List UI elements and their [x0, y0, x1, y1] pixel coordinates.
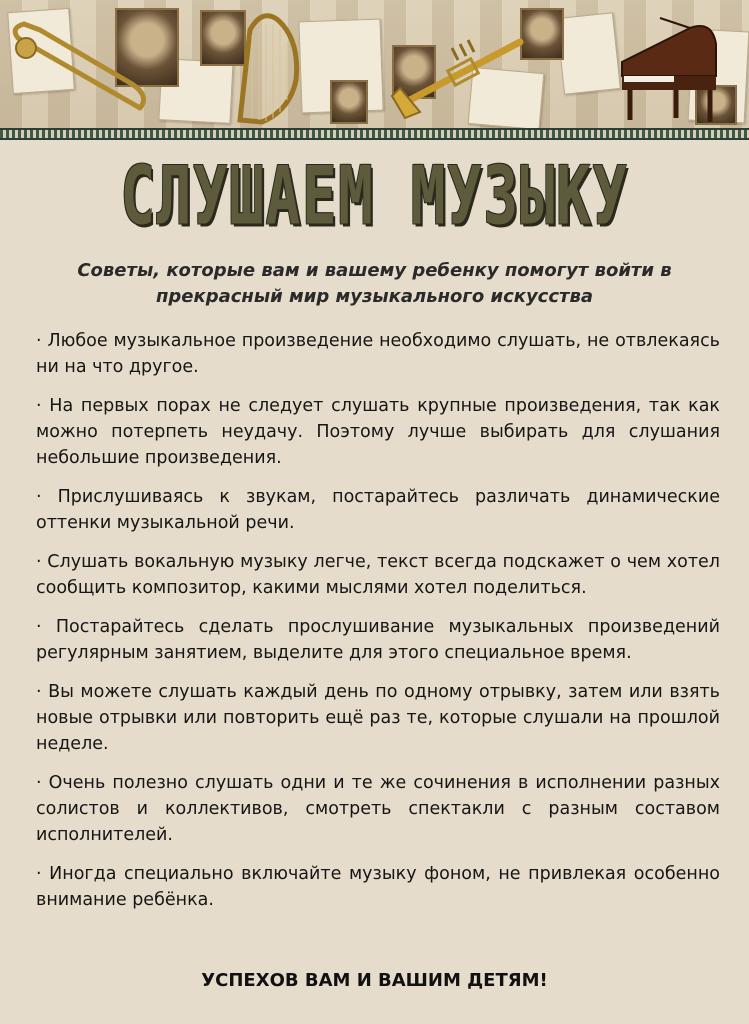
instruments-layer — [0, 0, 749, 128]
tip-item: · Очень полезно слушать одни и те же сочинения в исполнении разных солистов и коллективов, смотреть спектакли с разным составом исполнителей. — [36, 773, 720, 845]
subtitle — [40, 258, 709, 310]
subtitle-line: прекрасный мир музыкального искусства — [155, 286, 593, 307]
music-collage-banner — [0, 0, 749, 140]
grand-piano-icon — [622, 18, 716, 122]
page-title: СЛУШАЕМ МУЗЫКУ — [120, 150, 629, 243]
tip-item: · Слушать вокальную музыку легче, текст всегда подскажет о чем хотел сообщить композитор, какими мыслями хотел поделиться. — [36, 552, 720, 598]
tip-item: · На первых порах не следует слушать крупные произведения, так как можно потерпеть неудачу. Поэтому лучше выбирать для слушания небольшие произведения. — [36, 396, 720, 468]
tip-item: · Иногда специально включайте музыку фоном, не привлекая особенно внимание ребёнка. — [36, 864, 720, 910]
banner-border — [0, 128, 749, 140]
subtitle-line: Советы, которые вам и вашему ребенку помогут войти в — [77, 260, 672, 281]
tips-list — [36, 328, 720, 926]
closing-wish: УСПЕХОВ ВАМ И ВАШИМ ДЕТЯМ! — [201, 970, 548, 991]
tip-item: · Постарайтесь сделать прослушивание музыкальных произведений регулярным занятием, выделите для этого специальное время. — [36, 617, 720, 663]
tip-item: · Любое музыкальное произведение необходимо слушать, не отвлекаясь ни на что другое. — [36, 331, 720, 377]
trombone-icon — [15, 24, 143, 108]
harp-icon — [240, 16, 297, 122]
tip-item: · Прислушиваясь к звукам, постарайтесь различать динамические оттенки музыкальной речи. — [36, 487, 720, 533]
trumpet-icon — [392, 40, 520, 118]
tip-item: · Вы можете слушать каждый день по одному отрывку, затем или взять новые отрывки или повторить ещё раз те, которые слушали на прошлой неделе. — [36, 682, 720, 754]
